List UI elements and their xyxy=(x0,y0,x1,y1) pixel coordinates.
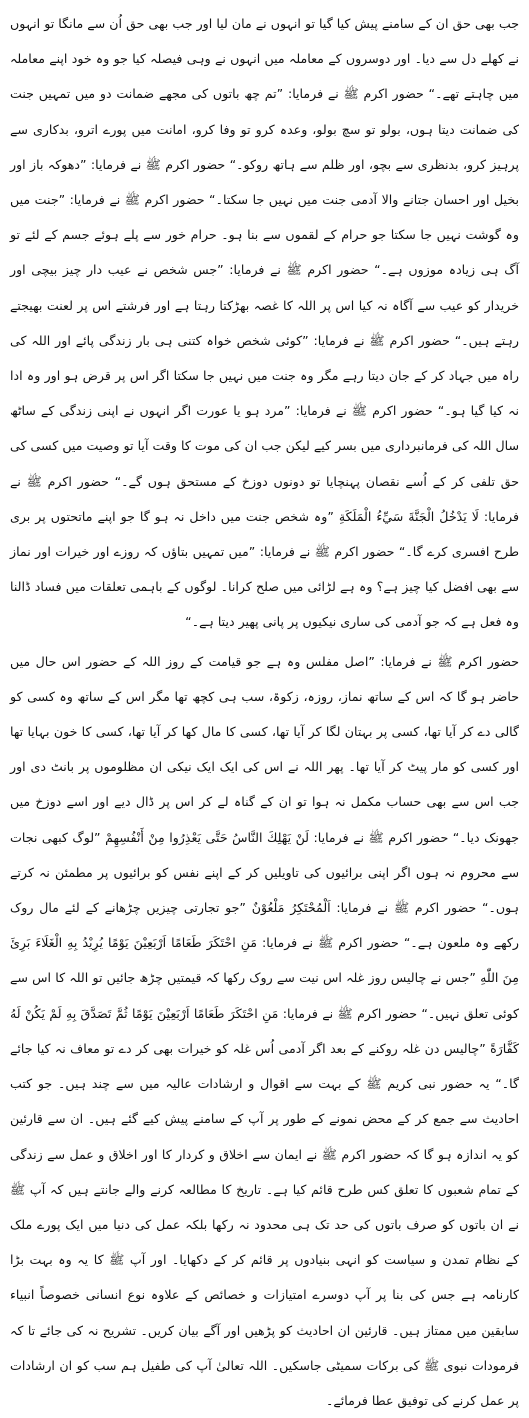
paragraph-bankrupt-and-closing: حضور اکرم ﷺ نے فرمایا: ”اصل مفلس وہ ہے جو قیامت کے روز اللہ کے حضور اس حال میں حاضر ہو گا کہ اس کے ساتھ نماز، روزہ، زکوۃ، سب ہی کچھ تھا مگر اس کے ساتھ وہ کسی کو گالی دے کر آیا تھا، کسی پر بہتان لگا کر آیا تھا، کسی کا مال کھا کر آیا تھا، کسی کا خون بہایا تھا اور کسی کو مار پیٹ کر آیا تھا۔ پھر اللہ نے اس کی ایک ایک نیکی ان مظلوموں پر بانٹ دی اور جب اس سے بھی حساب مکمل نہ ہوا تو ان کے گناہ لے کر اس پر ڈال دیے اور اسے دوزخ میں جھونک دیا۔“ حضور اکرم ﷺ نے فرمایا: لَنْ يَهْلِكَ النَّاسُ حَتَّى يَعْذِرُوا مِنْ أَنْفُسِهِمْ ”لوگ کبھی نجات سے محروم نہ ہوں اگر اپنی برائیوں کی تاویلیں کر کے اپنے نفس کو برائیوں پر مطمئن نہ کرتے ہوں۔“ حضور اکرم ﷺ نے فرمایا: اَلْمُحْتَكِرُ مَلْعُوْنٌ ”جو تجارتی چیزیں چڑھانے کے لئے مال روک رکھے وہ ملعون ہے۔“ حضور اکرم ﷺ نے فرمایا: مَنِ احْتَكَرَ طَعَامًا اَرْبَعِيْنَ يَوْمًا يُرِيْدُ بِهِ الْغَلَاءَ بَرِئَ مِنَ اللّٰهِ ”جس نے چالیس روز غلہ اس نیت سے روک رکھا کہ قیمتیں چڑھ جائیں تو اللہ کا اس سے کوئی تعلق نہیں۔“ حضور اکرم ﷺ نے فرمایا: مَنِ احْتَكَرَ طَعَامًا اَرْبَعِيْنَ يَوْمًا ثُمَّ تَصَدَّقَ بِهِ لَمْ يَكُنْ لَهُ كَفَّارَةً ”چالیس دن غلہ روکنے کے بعد اگر آدمی اُس غلہ کو خیرات بھی کر دے تو معاف نہ کیا جائے گا۔“ یہ حضور نبی کریم ﷺ کے بہت سے اقوال و ارشادات عالیہ میں سے چند ہیں۔ جو کتب احادیث سے جمع کر کے محض نمونے کے طور پر آپ کے سامنے پیش کیے گئے ہیں۔ ان سے قارئین کو یہ اندازہ ہو گا کہ حضور اکرم ﷺ نے ایمان سے اخلاق و کردار کا اور اخلاق و عمل سے زندگی کے تمام شعبوں کا تعلق کس طرح قائم کیا ہے۔ تاریخ کا مطالعہ کرنے والے جانتے ہیں کہ آپ ﷺ نے ان باتوں کو صرف باتوں کی حد تک ہی محدود نہ رکھا بلکہ عمل کی دنیا میں ایک پورے ملک کے نظام تمدن و سیاست کو انہی بنیادوں پر قائم کر کے دکھایا۔ اور آپ ﷺ کا یہ وہ بہت بڑا کارنامہ ہے جس کی بنا پر آپ دوسرے امتیازات و خصائص کے علاوہ نوع انسانی خصوصاً انبیاء سابقین میں ممتاز ہیں۔ قارئین ان احادیث کو پڑھیں اور آگے بیان کریں۔ تشریح نہ کی جائے تا کہ فرمودات نبوی ﷺ کی برکات سمیٹی جاسکیں۔ اللہ تعالیٰ آپ کی طفیل ہم سب کو ان ارشادات پر عمل کرنے کی توفیق عطا فرمائے۔ xyxy=(10,653,519,1408)
paragraph-hadith-sayings: جب بھی حق ان کے سامنے پیش کیا گیا تو انہوں نے مان لیا اور جب بھی حق اُن سے مانگا تو انہوں نے کھلے دل سے دیا۔ اور دوسروں کے معاملہ میں انہوں نے وہی فیصلہ کیا جو وہ خود اپنے معاملہ میں چاہتے تھے۔“ حضور اکرم ﷺ نے فرمایا: ”تم چھ باتوں کی مجھے ضمانت دو میں تمہیں جنت کی ضمانت دیتا ہوں، بولو تو سچ بولو، وعدہ کرو تو وفا کرو، امانت میں پورے اترو، بدکاری سے پرہیز کرو، بدنظری سے بچو، اور ظلم سے ہاتھ روکو۔“ حضور اکرم ﷺ نے فرمایا: ”دھوکہ باز اور بخیل اور احسان جتانے والا آدمی جنت میں نہیں جا سکتا۔“ حضور اکرم ﷺ نے فرمایا: ”جنت میں وہ گوشت نہیں جا سکتا جو حرام کے لقموں سے بنا ہو۔ حرام خور سے پلے ہوئے جسم کے لئے تو آگ ہی زیادہ موزوں ہے۔“ حضور اکرم ﷺ نے فرمایا: ”جس شخص نے عیب دار چیز بیچی اور خریدار کو عیب سے آگاہ نہ کیا اس پر اللہ کا غصہ بھڑکتا رہتا ہے اور فرشتے اس پر لعنت بھیجتے رہتے ہیں۔“ حضور اکرم ﷺ نے فرمایا: ”کوئی شخص خواہ کتنی ہی بار زندگی پائے اور اللہ کی راہ میں جہاد کر کے جان دیتا رہے مگر وہ جنت میں نہیں جا سکتا اگر اس پر قرض ہو اور وہ ادا نہ کیا گیا ہو۔“ حضور اکرم ﷺ نے فرمایا: ”مرد ہو یا عورت اگر انہوں نے اپنی زندگی کے ساٹھ سال اللہ کی فرمانبرداری میں بسر کیے لیکن جب ان کی موت کا وقت آیا تو وصیت میں کسی کی حق تلفی کر کے اُسے نقصان پہنچایا تو دونوں دوزخ کے مستحق ہوں گے۔“ حضور اکرم ﷺ نے فرمایا: لَا يَدْخُلُ الْجَنَّةَ سَيِّءُ الْمَلَكَةِ ”وہ شخص جنت میں داخل نہ ہو گا جو اپنے ماتحتوں پر بری طرح افسری کرے گا۔“ حضور اکرم ﷺ نے فرمایا: ”میں تمہیں بتاؤں کہ روزے اور خیرات اور نماز سے بھی افضل کیا چیز ہے؟ وہ ہے لڑائی میں صلح کرانا۔ لوگوں کے باہمی تعلقات میں فساد ڈالنا وہ فعل ہے کہ جو آدمی کی ساری نیکیوں پر پانی پھیر دیتا ہے۔“ xyxy=(10,16,519,630)
